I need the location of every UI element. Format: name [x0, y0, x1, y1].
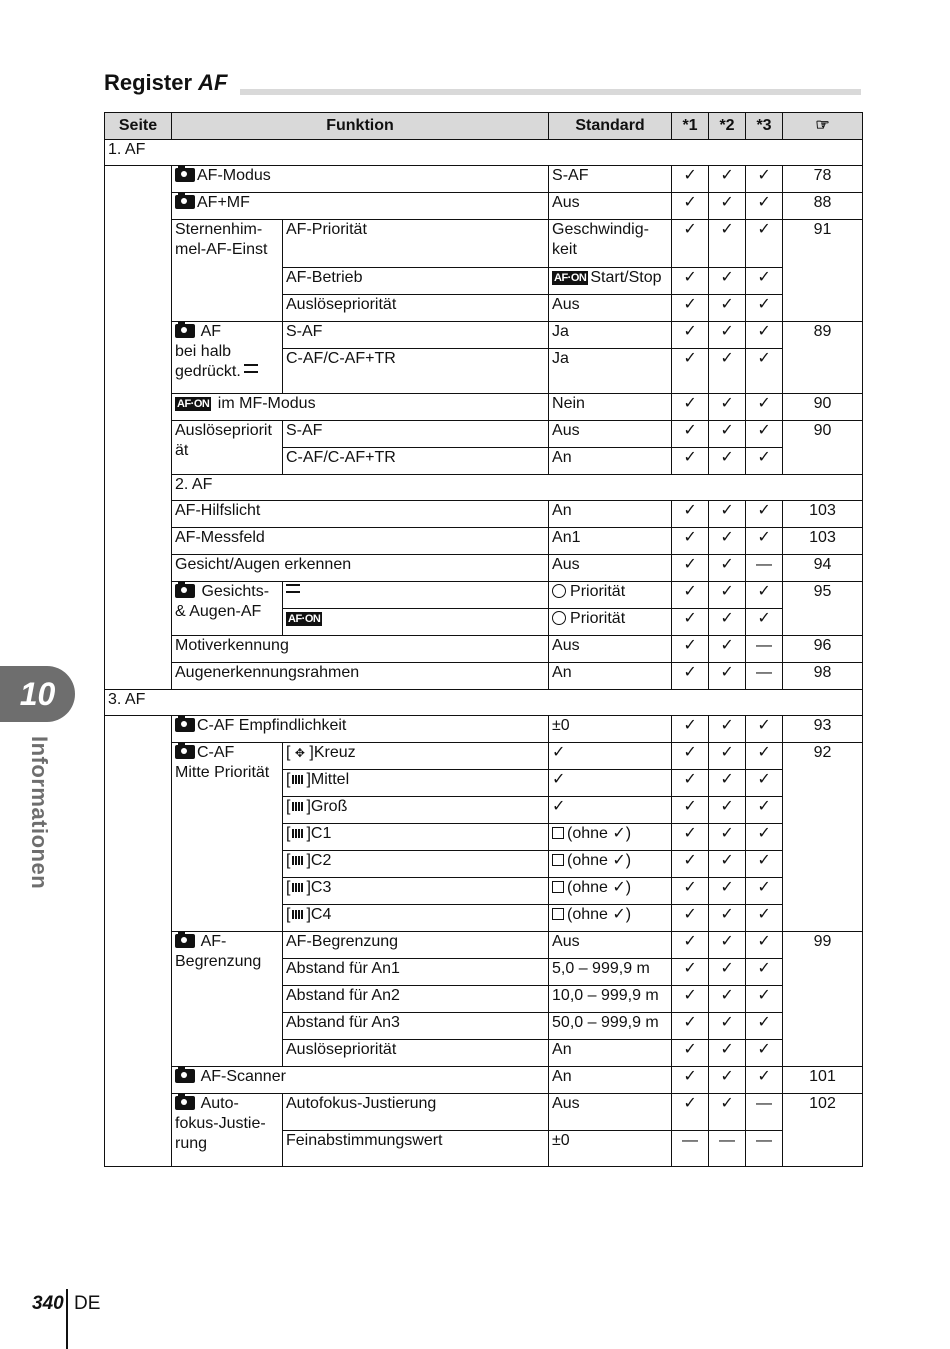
- header-ref: ☞: [783, 113, 863, 140]
- table-row: C-AF/C-AF+TR Ja ✓ ✓ ✓: [105, 349, 863, 394]
- section-label: 3. AF: [105, 690, 863, 716]
- page-heading: [104, 70, 228, 96]
- heading-af: AF: [198, 70, 228, 95]
- register-table: [104, 112, 863, 1167]
- header-funktion: Funktion: [172, 113, 549, 140]
- camera-icon: [175, 718, 195, 732]
- shutter-half-icon: [244, 364, 258, 373]
- table-row: Gesicht/Augen erkennen Aus ✓ ✓ — 94: [105, 555, 863, 582]
- header-seite: Seite: [105, 113, 172, 140]
- checkbox-icon: [552, 827, 564, 839]
- table-row: [ ]C4 (ohne ✓) ✓ ✓ ✓: [105, 905, 863, 932]
- camera-icon: [175, 324, 195, 338]
- page-number: 340: [32, 1293, 64, 1314]
- table-row: C-AF Empfindlichkeit ±0 ✓ ✓ ✓ 93: [105, 716, 863, 743]
- table-row: Gesichts- & Augen-AF Priorität ✓ ✓ ✓ 95: [105, 582, 863, 609]
- table-row: Feinabstimmungswert ±0 — — —: [105, 1131, 863, 1167]
- header-c3: *3: [746, 113, 783, 140]
- section-label: 2. AF: [172, 475, 863, 501]
- table-row: AF-Hilfslicht An ✓ ✓ ✓ 103: [105, 501, 863, 528]
- camera-icon: [175, 1096, 195, 1110]
- table-row: Augenerkennungsrahmen An ✓ ✓ — 98: [105, 663, 863, 690]
- table-row: [ ]C3 (ohne ✓) ✓ ✓ ✓: [105, 878, 863, 905]
- table-row: Abstand für An2 10,0 – 999,9 m ✓ ✓ ✓: [105, 986, 863, 1013]
- header-c1: *1: [672, 113, 709, 140]
- table-row: AF- Begrenzung AF-Begrenzung Aus ✓ ✓ ✓ 99: [105, 932, 863, 959]
- table-row: Abstand für An1 5,0 – 999,9 m ✓ ✓ ✓: [105, 959, 863, 986]
- chapter-label: Informationen: [27, 736, 52, 890]
- table-row: Auslösepriorität S-AF Aus ✓ ✓ ✓ 90: [105, 421, 863, 448]
- table-row: [ ]Mittel ✓ ✓ ✓ ✓: [105, 770, 863, 797]
- camera-icon: [175, 168, 195, 182]
- table-row: C-AF Mitte Priorität [ ✥ ]Kreuz ✓ ✓ ✓ ✓ 92: [105, 743, 863, 770]
- table-row: [ ]Groß ✓ ✓ ✓ ✓: [105, 797, 863, 824]
- target-mid-icon: [292, 775, 304, 784]
- camera-icon: [175, 745, 195, 759]
- checkbox-icon: [552, 881, 564, 893]
- face-icon: [552, 611, 566, 625]
- heading-rule: [240, 89, 861, 95]
- shutter-half-icon: [286, 584, 300, 593]
- table-row: Auslösepriorität Aus ✓ ✓ ✓: [105, 295, 863, 322]
- face-icon: [552, 584, 566, 598]
- target-large-icon: [292, 802, 304, 811]
- target-custom-icon: [292, 829, 304, 838]
- camera-icon: [175, 934, 195, 948]
- camera-icon: [175, 584, 195, 598]
- checkbox-icon: [552, 854, 564, 866]
- page-language: DE: [74, 1293, 101, 1314]
- header-standard: Standard: [549, 113, 672, 140]
- camera-icon: [175, 1069, 195, 1083]
- table-row: AF-Messfeld An1 ✓ ✓ ✓ 103: [105, 528, 863, 555]
- table-row: Sternenhim-mel-AF-Einst AF-Priorität Geschwindig-keit ✓ ✓ ✓ 91: [105, 220, 863, 268]
- target-custom-icon: [292, 910, 304, 919]
- table-row: Abstand für An3 50,0 – 999,9 m ✓ ✓ ✓: [105, 1013, 863, 1040]
- table-row: [ ]C1 (ohne ✓) ✓ ✓ ✓: [105, 824, 863, 851]
- header-c2: *2: [709, 113, 746, 140]
- cross-target-icon: ✥: [294, 746, 305, 760]
- table-row: AF+MF Aus ✓ ✓ ✓ 88: [105, 193, 863, 220]
- table-row: Auslösepriorität An ✓ ✓ ✓: [105, 1040, 863, 1067]
- heading-text: Register: [104, 70, 193, 95]
- table-row: AF bei halb gedrückt. S-AF Ja ✓ ✓ ✓ 89: [105, 322, 863, 349]
- chapter-tab: 10: [0, 666, 75, 722]
- target-custom-icon: [292, 883, 304, 892]
- camera-icon: [175, 195, 195, 209]
- table-row: AF·ON im MF-Modus Nein ✓ ✓ ✓ 90: [105, 394, 863, 421]
- af-on-icon: AF·ON: [177, 398, 210, 410]
- footer-divider: [66, 1289, 68, 1349]
- af-on-icon: AF·ON: [288, 613, 321, 625]
- table-row: Motiverkennung Aus ✓ ✓ — 96: [105, 636, 863, 663]
- section-label: 1. AF: [105, 140, 863, 166]
- table-row: Auto- fokus-Justie- rung Autofokus-Justierung Aus ✓ ✓ — 102: [105, 1094, 863, 1131]
- table-header-row: [105, 113, 863, 140]
- af-on-icon: AF·ON: [554, 272, 587, 284]
- table-row: AF·ON Priorität ✓ ✓ ✓: [105, 609, 863, 636]
- table-row: AF-Betrieb AF·ON Start/Stop ✓ ✓ ✓: [105, 268, 863, 295]
- checkbox-icon: [552, 908, 564, 920]
- table-row: AF-Scanner An ✓ ✓ ✓ 101: [105, 1067, 863, 1094]
- table-row: [ ]C2 (ohne ✓) ✓ ✓ ✓: [105, 851, 863, 878]
- table-row: AF-Modus S-AF ✓ ✓ ✓ 78: [105, 166, 863, 193]
- table-row: C-AF/C-AF+TR An ✓ ✓ ✓: [105, 448, 863, 475]
- target-custom-icon: [292, 856, 304, 865]
